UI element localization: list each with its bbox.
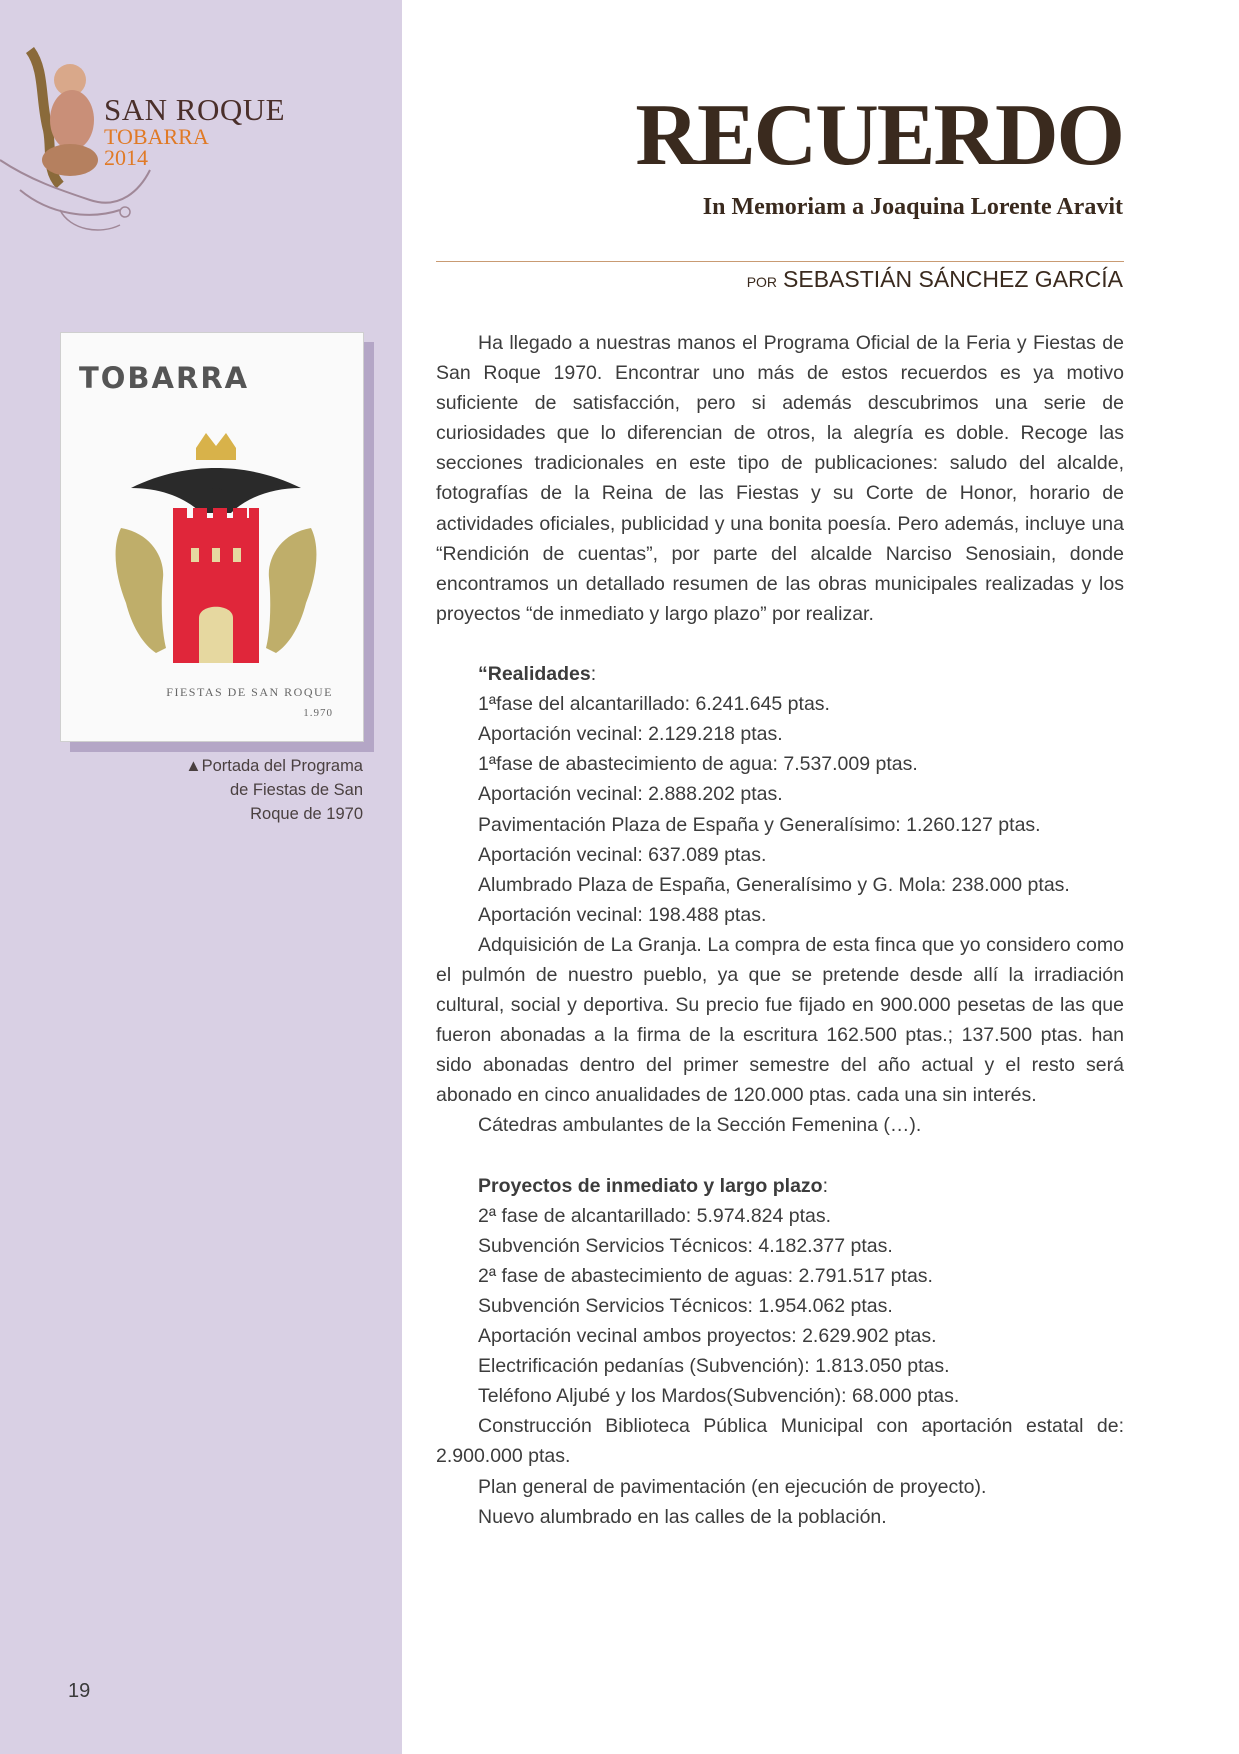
caption-text: Portada del Programa de Fiestas de San Roque de 1970 (201, 757, 363, 823)
proyectos-heading (436, 1171, 1124, 1201)
logo-title: SAN ROQUE (104, 92, 286, 127)
image-caption (178, 754, 363, 826)
byline-author: SEBASTIÁN SÁNCHEZ GARCÍA (783, 266, 1123, 292)
sidebar-panel (0, 0, 402, 1754)
list-item: Nuevo alumbrado en las calles de la población. (478, 1505, 887, 1528)
list-item: Aportación vecinal: 637.089 ptas. (478, 843, 767, 866)
list-item: Subvención Servicios Técnicos: 4.182.377 ptas. (478, 1234, 893, 1257)
list-item: Aportación vecinal ambos proyectos: 2.629.902 ptas. (478, 1325, 937, 1348)
article-title: RECUERDO (635, 87, 1123, 184)
list-item: Subvención Servicios Técnicos: 1.954.062 ptas. (478, 1295, 893, 1317)
cover-title: TOBARRA (79, 361, 250, 395)
list-item: Aportación vecinal: 2.129.218 ptas. (478, 723, 783, 746)
list-item: 1ªfase de abastecimiento de agua: 7.537.009 ptas. (478, 753, 918, 776)
list-item: Cátedras ambulantes de la Sección Femenina (…). (478, 1114, 922, 1137)
list-item: 2ª fase de abastecimiento de aguas: 2.791.517 ptas. (478, 1264, 933, 1287)
article-subtitle: In Memoriam a Joaquina Lorente Aravit (702, 194, 1123, 220)
logo-town: TOBARRA (104, 124, 209, 149)
cover-year: 1.970 (303, 707, 333, 719)
list-item: Pavimentación Plaza de España y Generalísimo: 1.260.127 ptas. (478, 813, 1041, 836)
realidades-heading (436, 659, 1124, 689)
list-item: 2ª fase de alcantarillado: 5.974.824 ptas. (478, 1204, 832, 1227)
list-item: 1ªfase del alcantarillado: 6.241.645 ptas. (478, 693, 830, 716)
intro-paragraph: Ha llegado a nuestras manos el Programa Oficial de la Feria y Fiestas de San Roque 1970. Encontrar uno más de estos recuerdos es ya motivo suficiente de satisfacción, pero si además descubrimos una serie de curiosidades que lo diferencian de otros, la alegría es doble. Recoge las secciones tradicionales en este tipo de publicaciones: saludo del alcalde, fotografías de la Reina de las Fiestas y su Corte de Honor, horario de actividades oficiales, publicidad y una bonita poesía. Pero además, incluye una “Rendición de cuentas”, por parte del alcalde Narciso Senosiain, donde encontramos un detallado resumen de las obras municipales realizadas y los proyectos “de inmediato y largo plazo” por realizar. (436, 332, 1124, 625)
tobarra-crest-icon (91, 428, 341, 678)
title-divider (436, 261, 1124, 262)
list-item: Plan general de pavimentación (en ejecución de proyecto). (478, 1475, 987, 1498)
article-body (436, 328, 1124, 1532)
proyectos-heading-text: Proyectos de inmediato y largo plazo (478, 1174, 823, 1197)
proyectos-heading-colon: : (822, 1174, 829, 1197)
list-item: Aportación vecinal: 198.488 ptas. (478, 903, 767, 926)
list-item: Aportación vecinal: 2.888.202 ptas. (478, 783, 783, 806)
page-number: 19 (68, 1680, 91, 1702)
byline-prefix: POR (746, 274, 778, 290)
program-cover-image (60, 332, 364, 742)
list-item: Construcción Biblioteca Pública Municipal con aportación estatal de: 2.900.000 ptas. (436, 1415, 1124, 1468)
realidades-heading-colon: : (590, 663, 597, 686)
list-item: Adquisición de La Granja. La compra de esta finca que yo considero como el pulmón de nuestro pueblo, ya que se pretende desde allí la irradiación cultural, social y deportiva. Su precio fue fijado en 900.000 pesetas de las que fueron abonadas a la firma de la escritura 162.500 ptas.; 137.500 ptas. han sido abonadas dentro del primer semestre del año actual y el resto será abonado en cinco anualidades de 120.000 ptas. cada una sin interés. (436, 933, 1124, 1107)
byline (436, 266, 1123, 293)
realidades-heading-text: “Realidades (478, 663, 591, 686)
cover-footer: FIESTAS DE SAN ROQUE (166, 685, 333, 699)
list-item: Electrificación pedanías (Subvención): 1.813.050 ptas. (478, 1355, 950, 1378)
list-item: Teléfono Aljubé y los Mardos(Subvención): 68.000 ptas. (478, 1385, 960, 1408)
list-item: Alumbrado Plaza de España, Generalísimo y G. Mola: 238.000 ptas. (478, 873, 1070, 896)
logo-year: 2014 (104, 145, 148, 170)
triangle-up-icon: ▲ (185, 757, 202, 775)
logo-subtitle (104, 126, 209, 168)
